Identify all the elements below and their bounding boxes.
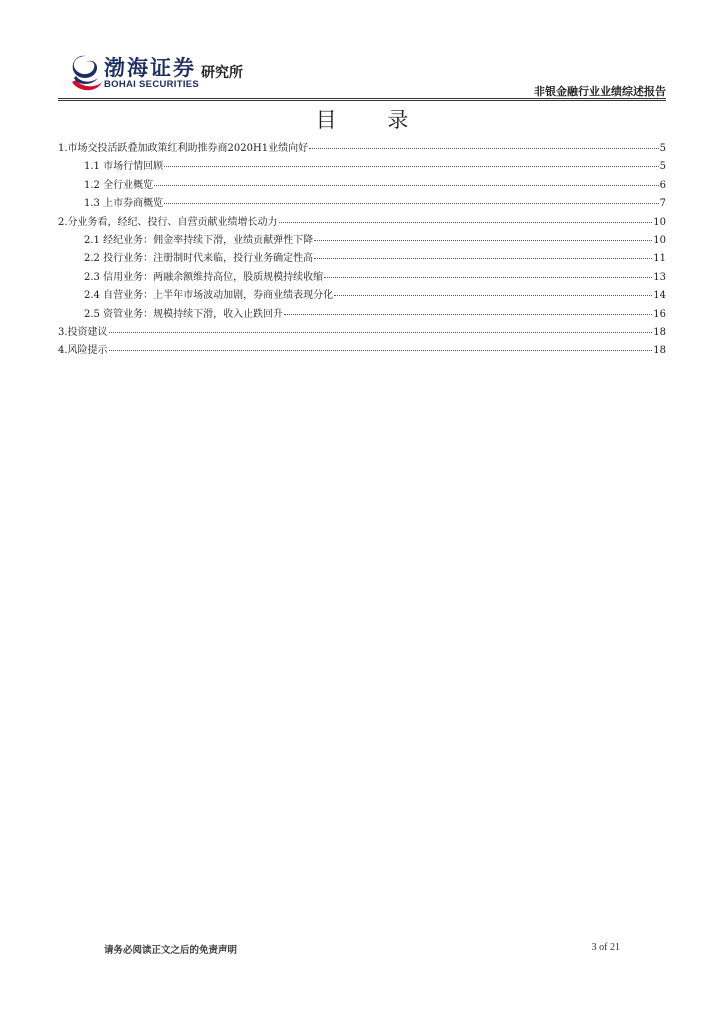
toc-entry-page: 6: [659, 179, 666, 191]
toc-entry[interactable]: [58, 195, 666, 213]
header-rule-top: [58, 98, 666, 99]
toc-leader-dots: [154, 185, 659, 186]
toc-entry-label: 2.3 信用业务：两融余额维持高位，股质规模持续收缩: [84, 271, 324, 283]
toc-entry-label: 1.1 市场行情回顾: [84, 161, 164, 173]
footer-page-info: 3 of 21: [591, 942, 620, 953]
toc-entry-label: 2.1 经纪业务：佣金率持续下滑，业绩贡献弹性下降: [84, 234, 314, 246]
page-header: [0, 0, 724, 100]
toc-entry-page: 14: [653, 290, 666, 302]
toc-leader-dots: [109, 332, 653, 333]
toc-entry-page: 13: [653, 271, 666, 283]
toc-entry-page: 5: [659, 161, 666, 173]
report-type: 非银金融行业业绩综述报告: [534, 85, 666, 98]
toc-entry-label: 2.4 自营业务：上半年市场波动加剧，券商业绩表现分化: [84, 290, 334, 302]
toc-entry[interactable]: [58, 250, 666, 268]
toc-leader-dots: [334, 295, 652, 296]
toc-entry-page: 18: [653, 345, 666, 357]
toc-leader-dots: [309, 148, 659, 149]
toc-title: 目 录: [315, 108, 431, 132]
logo-english-name: BOHAI SECURITIES: [104, 79, 200, 90]
toc-entry[interactable]: [58, 177, 666, 195]
toc-entry-page: 18: [653, 326, 666, 338]
toc-entry[interactable]: [58, 287, 666, 305]
toc-leader-dots: [164, 203, 659, 204]
table-of-contents: [58, 140, 666, 361]
toc-entry-page: 16: [653, 308, 666, 320]
toc-entry-label: 1.2 全行业概览: [84, 179, 154, 191]
toc-entry[interactable]: [58, 214, 666, 232]
toc-entry[interactable]: [58, 269, 666, 287]
toc-leader-dots: [284, 314, 652, 315]
toc-entry[interactable]: [58, 140, 666, 158]
toc-entry[interactable]: [58, 232, 666, 250]
toc-entry-label: 1.3 上市券商概览: [84, 198, 164, 210]
toc-entry-page: 11: [653, 253, 666, 265]
logo-chinese-name: 渤海证券: [104, 56, 196, 80]
toc-entry[interactable]: [58, 324, 666, 342]
toc-entry-page: 7: [659, 198, 666, 210]
toc-leader-dots: [279, 222, 653, 223]
toc-entry-page: 10: [653, 234, 666, 246]
institute-name: 研究所: [201, 65, 243, 81]
toc-entry[interactable]: [58, 306, 666, 324]
company-logo: [66, 52, 256, 96]
toc-entry-label: 2.分业务看，经纪、投行、自营贡献业绩增长动力: [58, 216, 278, 228]
toc-entry[interactable]: [58, 342, 666, 360]
header-rule-bottom: [58, 100, 666, 101]
toc-entry-label: 2.2 投行业务：注册制时代来临，投行业务确定性高: [84, 253, 314, 265]
toc-entry-page: 10: [653, 216, 666, 228]
toc-entry-label: 2.5 资管业务：规模持续下滑，收入止跌回升: [84, 308, 284, 320]
footer-disclaimer: 请务必阅读正文之后的免责声明: [104, 945, 238, 956]
toc-entry-label: 4.风险提示: [58, 345, 108, 357]
bohai-swirl-logo-icon: [66, 52, 106, 96]
toc-leader-dots: [314, 240, 652, 241]
toc-leader-dots: [324, 277, 652, 278]
toc-leader-dots: [164, 166, 659, 167]
toc-leader-dots: [314, 258, 652, 259]
toc-leader-dots: [109, 350, 653, 351]
toc-entry-label: 3.投资建议: [58, 326, 108, 338]
toc-entry[interactable]: [58, 158, 666, 176]
toc-entry-page: 5: [659, 143, 666, 154]
toc-entry-label: 1.市场交投活跃叠加政策红利助推券商2020H1业绩向好: [58, 143, 309, 154]
